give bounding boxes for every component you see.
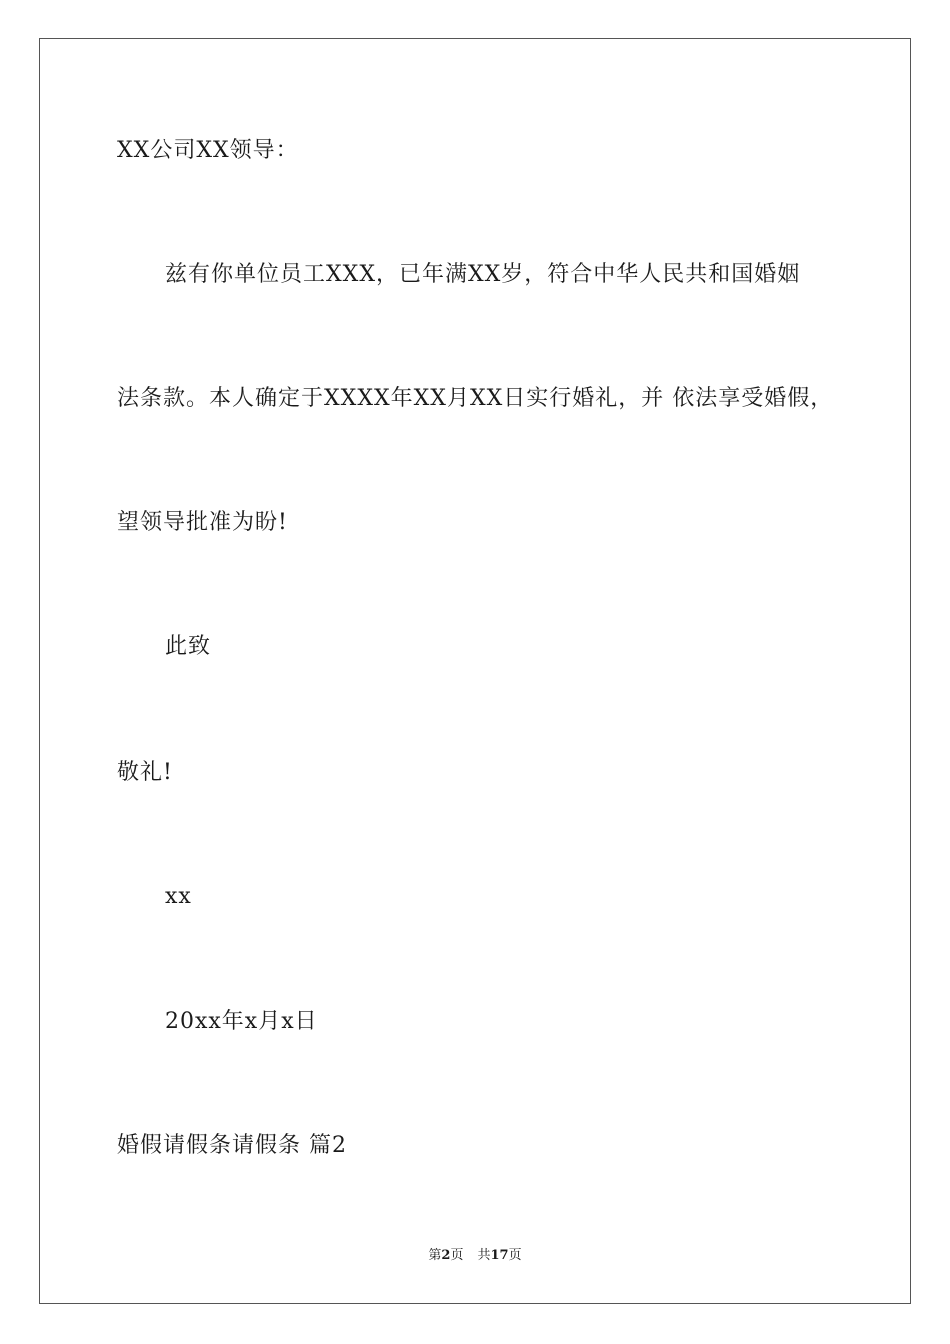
total-suffix: 页 [508, 1248, 522, 1263]
salutation: XX公司XX领导： [117, 138, 299, 163]
page-border [39, 38, 911, 1304]
page-footer [0, 1247, 950, 1265]
body-line-2: 法条款。本人确定于XXXX年XX月XX日实行婚礼，并 依法享受婚假， [117, 386, 834, 411]
closing-regards: 敬礼! [117, 760, 173, 785]
signature: xx [165, 884, 192, 909]
body-line-3: 望领导批准为盼! [117, 510, 288, 535]
total-prefix: 共 [477, 1248, 491, 1263]
date: 20xx年x月x日 [165, 1009, 318, 1034]
page-prefix: 第 [428, 1248, 442, 1263]
total-pages: 17 [490, 1248, 509, 1263]
page-suffix: 页 [450, 1248, 464, 1263]
body-line-1: 兹有你单位员工XXX，已年满XX岁，符合中华人民共和国婚姻 [165, 262, 801, 287]
page-number: 2 [441, 1248, 451, 1263]
section-heading: 婚假请假条请假条 篇2 [117, 1133, 347, 1158]
closing-salutation: 此致 [165, 634, 212, 659]
